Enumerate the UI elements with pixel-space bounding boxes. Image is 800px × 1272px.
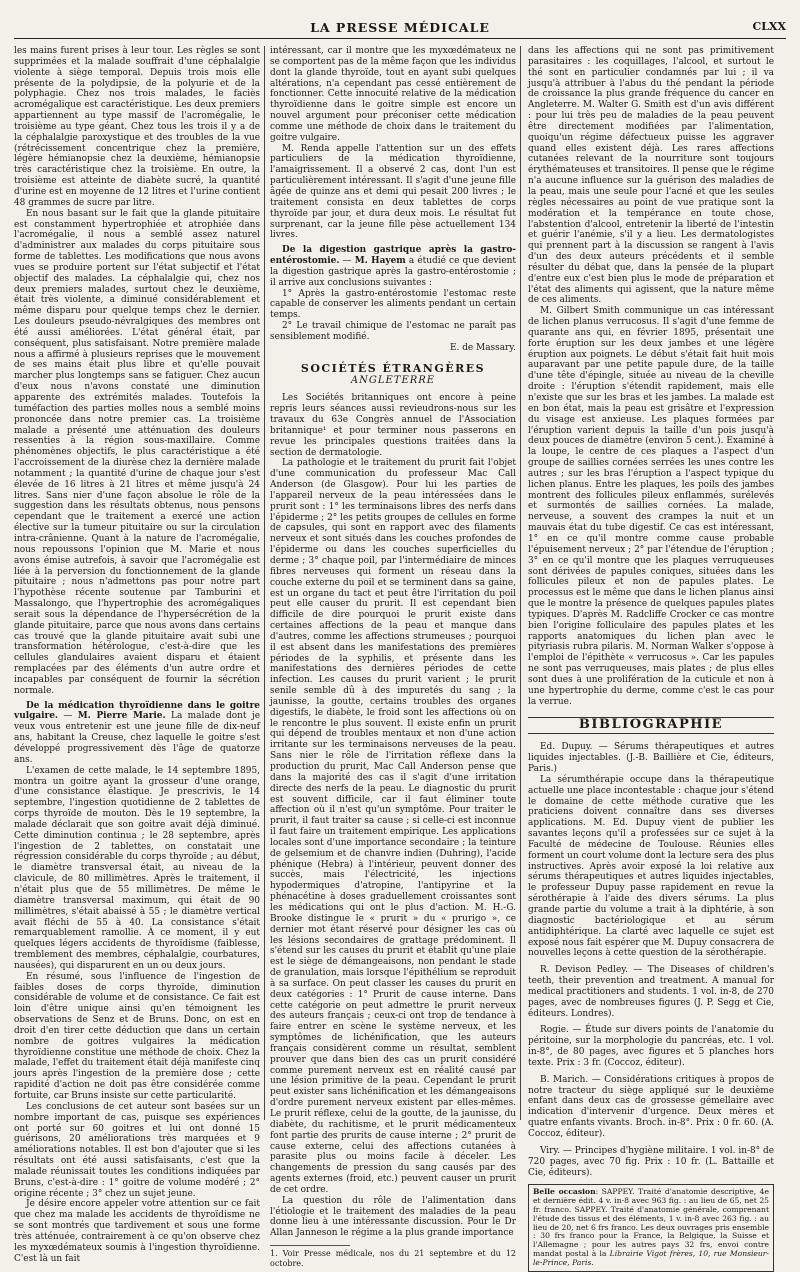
bibliography-entry [528,742,774,959]
footnote: 1. Voir Presse médicale, nos du 21 septembre et du 12 octobre. [270,1249,516,1268]
bibliography-title: BIBLIOGRAPHIE [528,717,774,734]
paragraph: M. Renda appelle l'attention sur un des effets particuliers de la médication thyroïdienne, l'amaigrissement. Il a observé 2 cas, dont l'un est particulièrement intéressant. Il s'agit d'une jeune fille âgée de quinze ans et demi qui pesait 200 livres ; le traitement consista en deux tablettes de corps thyroïde par jour, et dura deux mois. Le résultat fut surprenant, car la jeune fille pèse actuellement 134 livres. [270,143,516,241]
column-1 [14,46,260,1264]
paragraph: En nous basant sur le fait que la glande pituitaire est constamment hypertrophiée et atrophiée dans l'acromégalie, il nous a semblé assez naturel d'administrer aux malades du corps pituitaire sous forme de tablettes. Les modifications que nous avons vues se produire portent sur l'état subjectif et l'état objectif des malades. La céphalalgie qui, chez nos deux premiers malades, surtout chez le deuxième, était très violente, a diminué considérablement et même disparu pour quelque temps chez le dernier. Les douleurs pseudo-névralgiques des membres ont été aussi améliorées. L'état général était, par conséquent, plus satisfaisant. Notre première malade nous a affirmé à plusieurs reprises que le mouvement de ses mains était plus libre et qu'elle pouvait marcher plus longtemps sans se fatiguer. Chez aucun d'eux nous n'avons constaté une diminution apparente des extrémités malades. Toutefois la tuméfaction des parties molles nous a semblé moins prononcée dans notre premier cas. La troisième malade a présenté une atténuation des douleurs ressenties à la région sous-maxillaire. Comme phénomènes objectifs, le plus caractéristique a été l'accroissement de la diurèse chez la dernière malade notamment ; la quantité d'urine de chaque jour s'est élevée de 16 litres à 21 litres et même jusqu'à 24 litres. Sans nier d'une façon absolue le rôle de la suggestion dans les résultats obtenus, nous pensons cependant que le traitement a exercé une action élective sur la tumeur pituitaire ou sur la circulation intra-crânienne. Quant à la nature de l'acromégalie, nous repoussons l'opinion que M. Marie et nous avons émise autrefois, à savoir que l'acromégalie est liée à la perversion du fonctionnement de la glande pituitaire ; nous n'admettons pas pour notre part l'hypothèse récente soutenue par Tamburini et Massalongo, que l'hypertrophie des acromégaliques serait sous la dépendance de l'hypersécrétion de la glande pituitaire, parce que nous avons dans certains cas trouvé que la glande pituitaire avait subi une transformation hétérologue, c'est-à-dire que les cellules glandulaires avaient disparu et étaient remplacées par des éléments d'un autre ordre et incapables par conséquent de fournir la sécrétion normale. [14,208,260,696]
section-author: M. Hayem [354,256,406,267]
column-3 [528,46,774,1267]
paragraph: les mains furent prises à leur tour. Les règles se sont supprimées et la malade souffrait d'une céphalalgie violente à siège temporal. Depuis trois mois elle présente de la polydipsie, de la polyurie et de la polyphagie. Chez nos trois malades, le faciès acromégalique est caractéristique. Les deux premiers appartiennent au type massif de l'acromégalie, le troisième au type géant. Chez tous les trois il y a de la céphalalgie paroxystique et des troubles de la vue (rétrécissement concentrique chez la première, légère hémianopsie chez la deuxième, hémianopsie très caractéristique chez la troisième. En outre, la troisième est atteinte de diabète sucré, la quantité d'urine est en moyenne de 12 litres et l'urine contient 48 grammes de sucre par litre. [14,46,260,208]
section-author: M. Pierre Marie. [77,711,166,722]
bibliography-entry [528,1075,774,1140]
bibliography-body: La sérumthérapie occupe dans la thérapeutique actuelle une place incontestable : chaque jour s'étend le domaine de cette méthode curative que les praticiens doivent connaître dans ses diverses applications. M. Ed. Dupuy vient de publier les savantes leçons qu'il a professées sur ce sujet à la Faculté de médecine de Toulouse. Réunies elles forment un court volume dont la lecture sera des plus instructives. Après avoir exposé la loi relative aux sérums thérapeutiques et autres liquides injectables, le professeur Dupuy passe rapidement en revue la sérothérapie à l'aide des divers sérums. La plus grande partie du volume a trait à la diphtérie, à son diagnostic bactériologique et au sérum antidiphtérique. La clarté avec laquelle ce sujet est exposé nous fait espérer que M. Dupuy consacrera de nouvelles leçons à cette question de la sérothérapie. [528,774,774,959]
paragraph: M. Gilbert Smith communique un cas intéressant de lichen planus verrucosus. Il s'agit d'une femme de quarante ans qui, en février 1895, présentait une forte éruption sur les deux jambes et une légère éruption aux poignets. Le début s'était fait huit mois auparavant par une petite papule dure, de la taille d'une tête d'épingle, située au niveau de la cheville droite : l'éruption s'étendit rapidement, mais elle n'existe que sur les bras et les jambes. La malade est en bon état, mais la peau est grisâtre et l'expression du visage est anxieuse. Les plaques formées par l'éruption varient depuis la taille d'un pois jusqu'à deux pouces de diamètre (environ 5 cent.). Examiné à la loupe, le centre de ces plaques a l'aspect d'un groupe de saillies cornées serrées les unes contre les autres ; sur les bras l'éruption a l'aspect typique du lichen planus. Entre les plaques, les poils des jambes montrent des follicules pileux enflammés, surélevés et surmontés de saillies cornées. La malade, nerveuse, a souvent des crampes la nuit et un mauvais état du tube digestif. Ce cas est intéressant, 1° en ce qu'il montre comme cause probable l'épuisement nerveux ; 2° par l'étendue de l'éruption ; 3° en ce qu'il montre que les plaques verruqueuses sont dérivées de papules coniques, situées dans les follicules pileux et non de papules plates. Le processus est le même que dans le lichen planus ainsi que le montre la présence de quelques papules plates typiques. D'après M. Radcliffe Crocker ce cas montre bien l'origine folliculaire des papules plates et les rapports anatomiques du lichen plan avec le pityriasis rubra pilaris. M. Norman Walker s'oppose à l'emploi de l'épithète « verrucosus ». Car les papules ne sont pas verruqueuses, mais plates ; de plus elles sont dues à une prolifération de la cuticule et non à une hypertrophie du derme, comme c'est le cas pour la verrue. [528,306,774,707]
column-divider [520,46,521,1120]
ad-publisher: Librairie Vigot frères, 10, rue Monsieur-le-Prince, Paris. [533,1248,769,1267]
advertisement-box [528,1184,774,1271]
paragraph: dans les affections qui ne sont pas primitivement parasitaires : les coquillages, l'alcool, et surtout le thé sont en particulier condamnés par lui ; il va jusqu'à attribuer à l'abus du thé pendant la période de croissance la plus grande fréquence du cancer en Angleterre. M. Walter G. Smith est d'un avis différent : pour lui très peu de maladies de la peau peuvent être directement modifiées par l'alimentation, quoiqu'un régime défectueux puisse les aggraver quand elles existent déjà. Les rares affections cutanées relevant de la nourriture sont toujours érythémateuses et transitoires. Il pense que le régime n'a aucune influence sur la guérison des maladies de la peau, mais une seule pour l'acné et que les seules règles nécessaires au point de vue pratique sont la modération et la tempérance en toute chose, l'abstention d'alcool, entretenir la liberté de l'intestin et guérir l'anémie, s'il y a lieu. Les dermatologistes qui prennent part à la discussion se rangent à l'avis d'un des deux auteurs précédents et il semble résulter du débat que, dans la pensée de la plupart d'entre eux c'est bien plus le mode de préparation et l'état des aliments qui agissent, que la nature même de ces aliments. [528,46,774,306]
bibliography-head: Viry. — Principes d'hygiène militaire. 1 vol. in-8° de 720 pages, avec 70 fig. Prix : 10 fr. (L. Battaille et Cie, éditeurs). [528,1145,774,1178]
bibliography-head: Rogie. — Étude sur divers points de l'anatomie du péritoine, sur la morphologie du pancréas, etc. 1 vol. in-8°, de 80 pages, avec figures et 5 planches hors texte. Prix : 3 fr. (Coccoz, éditeur). [528,1025,774,1068]
section-title: De la digestion gastrique après la gastro-entérostomie. [270,245,516,267]
bibliography-entry [528,1146,774,1179]
paragraph: La pathologie et le traitement du prurit fait l'objet d'une communication du professeur Mac Call Anderson (de Glasgow). Pour lui les parties de l'appareil nerveux de la peau intéressées dans le prurit sont : 1° les terminaisons libres des nerfs dans l'épiderme ; 2° les petits groupes de cellules en forme de capsules, qui sont en rapport avec des filaments nerveux et sont situés dans les couches profondes de l'épiderme ou dans les couches superficielles du derme ; 3° chaque poil, par l'intermédiaire de minces fibres nerveuses qui forment un réseau dans la couche externe du poil et se terminent dans sa gaine, est un organe du tact et peut être l'irritation du poil peut elle causer du prurit. Il est cependant bien difficile de dire pourquoi le prurit existe dans certaines affections de la peau et manque dans d'autres, comme les affections strumeuses ; pourquoi il est absent dans les manifestations des premières périodes de la syphilis, et présente dans les manifestations des dernières périodes de cette infection. Les causes du prurit varient ; le prurit senile semble dû à des impuretés du sang ; la jaunisse, la goutte, certains troubles des organes digestifs, le diabète, le froid sont les affections où on le rencontre le plus souvent. Il existe enfin un prurit qui dépend de troubles mentaux et non d'une action irritante sur les terminaisons nerveuses de la peau. Sans nier le rôle de l'irritation réflexe dans la production du prurit, Mac Call Anderson pense que dans la majorité des cas il s'agit d'une irritation directe des nerfs de la peau. Le diagnostic du prurit est souvent difficile, car il faut éliminer toute affection où il n'est qu'un symptôme. Pour traiter le prurit, il faut traiter sa cause ; si celle-ci est inconnue il faut faire un traitement empirique. Les applications locales sont d'une importance secondaire ; la teinture de gelsemium et de chanvre indien (Duhring), l'acide phénique (Hebra) à l'intérieur, peuvent donner des succès, mais l'électricité, les injections hypodermiques d'atropine, l'antipyrine et la phénacétine à doses graduellement croissantes sont les médications qui ont le plus d'action. M. H.-G. Brooke distingue le « prurit » du « prurigo », ce dernier mot étant réservé pour désigner les cas où les lésions secondaires de grattage prédominent. Il s'étend sur les causes du prurit et établit qu'une plaie est le siège de démangeaisons, non pendant le stade de granulation, mais lorsque l'épithélium se reproduit à sa surface. On peut classer les causes du prurit en deux catégories : 1° Prurit de cause interne. Dans cette catégorie on peut admettre le prurit nerveux des auteurs français ; ceux-ci ont trop de tendance à faire entrer en scène le système nerveux, et les symptômes de lichénification, que les auteurs français considèrent comme un résultat, semblent prouver que dans bien des cas un prurit considéré comme purement nerveux est en réalité causé par une lésion primitive de la peau. Cependant le prurit peut exister sans lichénification et les démangeaisons d'ordre purement nerveux existent par elles-mêmes. Le prurit réflexe, celui de la goutte, de la jaunisse, du diabète, du rachitisme, et le prurit médicamenteux font partie des prurits de cause interne ; 2° prurit de cause externe, celui des affections cutanées à parasite plus ou moins facile à déceler. Les changements de pression du sang causés par des agents externes (froid, etc.) peuvent causer un prurit de cet ordre. [270,458,516,1195]
bibliography-head: B. Marich. — Considérations critiques à propos de notre tracteur du siège appliqué sur le deuxième enfant dans deux cas de grossesse gémellaire avec indication d'intervenir d'urgence. Deux mères et quatre enfants vivants. Broch. in-8°. Prix : 0 fr. 60. (A. Coccoz, éditeur). [528,1074,774,1139]
signature: E. de Massary. [449,342,516,353]
subheading: ANGLETERRE [350,375,436,387]
paragraph: La question du rôle de l'alimentation dans l'étiologie et le traitement des maladies de la peau donne lieu à une intéressante discussion. Pour le Dr Allan Janneson le régime a la plus grande importance [270,1195,516,1239]
paragraph: intéressant, car il montre que les myxœdémateux ne se comportent pas de la même façon que les individus dont la glande thyroïde, tout en ayant subi quelques altérations, n'a cependant pas cessé entièrement de fonctionner. Cette innocuité relative de la médication thyroïdienne dans le goitre simple est encore un nouvel argument pour préconiser cette médication comme une méthode de choix dans le traitement du goitre vulgaire. [270,46,516,143]
header-rule [14,38,786,39]
section-heading: SOCIÉTÉS ÉTRANGÈRES [300,361,486,375]
list-item: 2° Le travail chimique de l'estomac ne paraît pas sensiblement modifié. [270,321,516,342]
column-2 [270,46,516,1268]
footnote-rule [270,1245,350,1246]
paragraph: Les Sociétés britanniques ont encore à peine repris leurs séances aussi revieudrons-nous sur les travaux du 63e Congrès annuel de l'Association britannique¹ et pour terminer nous passerons en revue les principales questions traitées dans la section de dermatologie. [270,393,516,458]
paragraph: Je désire encore appeler votre attention sur ce fait que chez ma malade les accidents de thyroïdisme ne se sont montrés que tardivement et sous une forme très atténuée, contrairement à ce qu'on observe chez les myxœdémateux soumis à l'ingestion thyroïdienne. C'est là un fait [14,1199,260,1264]
section-heading: De la digestion gastrique après la gastro-entérostomie. — M. Hayem a étudié ce que devient la digestion gastrique après la gastro-entérostomie ; il arrive aux conclusions suivantes : [270,245,516,288]
journal-title: LA PRESSE MÉDICALE [310,20,490,35]
paragraph: L'examen de cette malade, le 14 septembre 1895, montra un goitre ayant la grosseur d'une orange, d'une consistance élastique. Je prescrivis, le 14 septembre, l'ingestion quotidienne de 2 tablettes de corps thyroïde de mouton. Dès le 19 septembre, la malade déclarait que son goitre avait déjà diminué. Cette diminution continua ; le 28 septembre, après l'ingestion de 2 tablettes, on constatait une régression considérable du corps thyroïde ; au début, le diamètre transversal était, au niveau de la clavicule, de 80 millimètres. Après le traitement, il n'était plus que de 55 millimètres. De même le diamètre transversal maximum, qui était de 90 millimètres, s'était abaissé à 55 ; le diamètre vertical avait fléchi de 55 à 40. La consistance s'était remarquablement ramollie. À ce moment, il y eut quelques légers accidents de thyroïdisme (faiblesse, tremblement des membres, céphalalgie, courbatures, nausées), qui disparurent en un ou deux jours. [14,765,260,971]
ad-title: Belle occasion [533,1187,596,1197]
bibliography-entry [528,1025,774,1068]
section-title: De la médication thyroïdienne dans le goitre vulgaire. [14,700,260,722]
list-item: 1° Après la gastro-entérostomie l'estomac reste capable de conserver les aliments pendant un certain temps. [270,288,516,321]
page-number: CLXX [752,20,786,33]
bibliography-head: R. Devison Pedley. — The Diseases of children's teeth, their prevention and treatment. A manual for medical practitioners and students. 1 vol. in-8, de 270 pages, avec de nombreuses figures (J. P. Segg et Cie, éditeurs. Londres). [528,965,774,1019]
paragraph: La malade dont je veux vous entretenir est une jeune fille de dix-neuf ans, habitant la Creuse, chez laquelle le goitre s'est développé progressivement dès l'âge de quatorze ans. [14,711,260,765]
paragraph: En résumé, sous l'influence de l'ingestion de faibles doses de corps thyroïde, diminution considérable de volume et de consistance. Ce fait est loin d'être unique ainsi qu'en témoignent les observations de Senz et de Bruns. Donc, on est en droit d'en tirer cette déduction que dans un certain nombre de goitres vulgaires la médication thyroïdienne constitue une méthode de choix. Chez la malade, l'effet du traitement était déjà manifeste cinq jours après l'ingestion de la première dose ; cette rapidité d'action ne doit pas être considérée comme fortuite, car Bruns insiste sur cette particularité. [14,971,260,1101]
page-header [14,20,786,44]
paragraph: Les conclusions de cet auteur sont basées sur un nombre important de cas, puisque ses expériences ont porté sur 60 goitres et lui ont donné 15 guérisons, 20 améliorations très marquées et 9 améliorations notables. Il est bon d'ajouter que si les résultats ont été aussi satisfaisants, c'est que la malade réunissait toutes les conditions indiquées par Bruns, c'est-à-dire : 1° goitre de volume modéré ; 2° origine récente ; 3° chez un sujet jeune. [14,1101,260,1199]
bibliography-head: Ed. Dupuy. — Sérums thérapeutiques et autres liquides injectables. (J.-B. Baillière et Cie, éditeurs, Paris.) [528,742,774,774]
column-divider [264,46,265,1120]
section-heading: De la médication thyroïdienne dans le goitre vulgaire. — M. Pierre Marie. La malade dont je veux vous entretenir est une jeune fille de dix-neuf ans, habitant la Creuse, chez laquelle le goitre s'est développé progressivement dès l'âge de quatorze ans. [14,700,260,765]
paragraph: a étudié ce que devient la digestion gastrique après la gastro-entérostomie ; il arrive aux conclusions suivantes : [270,256,516,288]
ad-text: : SAPPEY. Traité d'anatomie descriptive, 4e et dernière édit. 4 v. in-8 avec 963 fig. : au lieu de 65, net 25 fr. franco. SAPPEY. Traité d'anatomie générale, comprenant l'étude des tissus et des éléments, 1 v. in-8 avec 263 fig. : au lieu de 20, net 6 frs franco. Les deux ouvrages pris ensemble : 30 frs franco pour la France, la Belgique, la Suisse et l'Allemagne ; pour les autres pays 32 frs, envoi contre mandat postal à la [533,1187,769,1258]
bibliography-entry [528,965,774,1019]
